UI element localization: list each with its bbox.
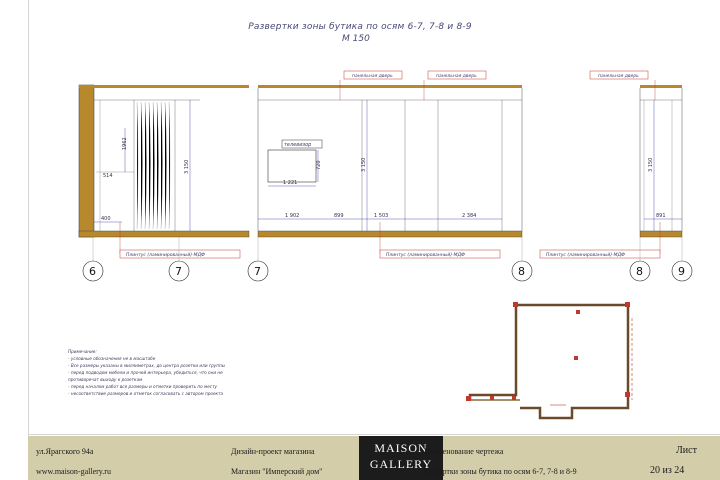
curtain	[137, 102, 170, 229]
door-label-3: панельная дверь	[598, 74, 639, 79]
notes-block	[68, 348, 298, 397]
dim-1902: 1 902	[285, 213, 300, 219]
notes-heading: Примечание:	[68, 349, 97, 354]
axis-8-label: 8	[518, 265, 525, 278]
website-link[interactable]: www.maison-gallery.ru	[36, 467, 111, 476]
axis-7b-label: 7	[254, 265, 261, 278]
key-plan	[470, 305, 628, 418]
dim-3150-b: 3 150	[361, 157, 367, 172]
wall-section-left	[79, 85, 94, 237]
note-line: - перед началом работ все размеры и отметки проверить по месту	[68, 384, 218, 389]
elevation-8-9	[540, 71, 692, 281]
note-line: - перед подводом мебели и прочей интерьера, убедиться, что они не	[68, 370, 223, 375]
dim-514: 514	[103, 173, 113, 179]
floor-8-9	[640, 231, 682, 237]
elevation-6-7	[79, 85, 249, 281]
dim-2384: 2 384	[462, 213, 477, 219]
tv-outline	[268, 150, 316, 182]
logo-line-2: GALLERY	[369, 457, 433, 471]
axis-8b-label: 8	[636, 265, 643, 278]
note-line: - несоответствие размеров и отметок согласовать с автором проекта	[68, 391, 224, 396]
sheet-number: 20 из 24	[650, 465, 685, 476]
note-line: - условные обозначения не в масштабе	[68, 356, 156, 361]
floor-7-8	[258, 231, 522, 237]
drawing-name-label: Наименование чертежа	[424, 447, 504, 456]
plinth-label-3: Плинтус (ламинированный)-МДФ	[546, 253, 625, 258]
plinth-label-2: Плинтус (ламинированный)-МДФ	[386, 253, 465, 258]
sheet-label: Лист	[676, 445, 697, 456]
tv-label: телевизор	[284, 142, 312, 148]
axis-7-label: 7	[175, 265, 182, 278]
ceiling-8-9	[640, 85, 682, 88]
drawing-title: Развертки зоны бутика по осям 6-7, 7-8 и 8-9	[248, 22, 472, 32]
plan-walls-left	[470, 305, 516, 400]
dim-400: 400	[101, 216, 111, 222]
door-label-2: панельная дверь	[436, 74, 477, 79]
axis-6-label: 6	[89, 265, 96, 278]
axis-9-label: 9	[678, 265, 685, 278]
note-line: - Все размеры указаны в миллиметрах, до центра розетки или группы	[68, 363, 226, 368]
note-line: противоречат выходу к розеткам	[68, 377, 143, 382]
project-name: Дизайн-проект магазина	[231, 447, 315, 456]
plan-walls	[516, 305, 628, 418]
elevation-7-8	[248, 71, 532, 281]
dim-1221: 1 221	[283, 180, 298, 186]
floor-6-7	[79, 231, 249, 237]
frame-line-bottom	[28, 434, 720, 435]
dim-3150-a: 3 150	[184, 159, 190, 174]
dim-3150-c: 3 150	[648, 157, 654, 172]
door-label-1: панельная дверь	[352, 74, 393, 79]
dim-899: 899	[334, 213, 344, 219]
drawing-name: Развертки зоны бутика по осям 6-7, 7-8 и 8-9	[424, 467, 577, 476]
title-block	[28, 436, 720, 480]
drawing-scale: М 150	[342, 34, 370, 44]
ceiling-6-7	[79, 85, 249, 88]
dim-1503: 1 503	[374, 213, 389, 219]
store-name: Магазин "Имперский дом"	[231, 467, 323, 476]
key-plan-accents	[466, 302, 630, 401]
dim-1962: 1962	[122, 137, 128, 150]
dim-891: 891	[656, 213, 666, 219]
dim-720: 720	[316, 160, 322, 170]
logo-line-1: MAISON	[374, 441, 428, 455]
address: ул.Ярагского 94а	[36, 447, 94, 456]
plinth-label-1: Плинтус (ламинированный)-МДФ	[126, 253, 205, 258]
ceiling-7-8	[258, 85, 522, 88]
